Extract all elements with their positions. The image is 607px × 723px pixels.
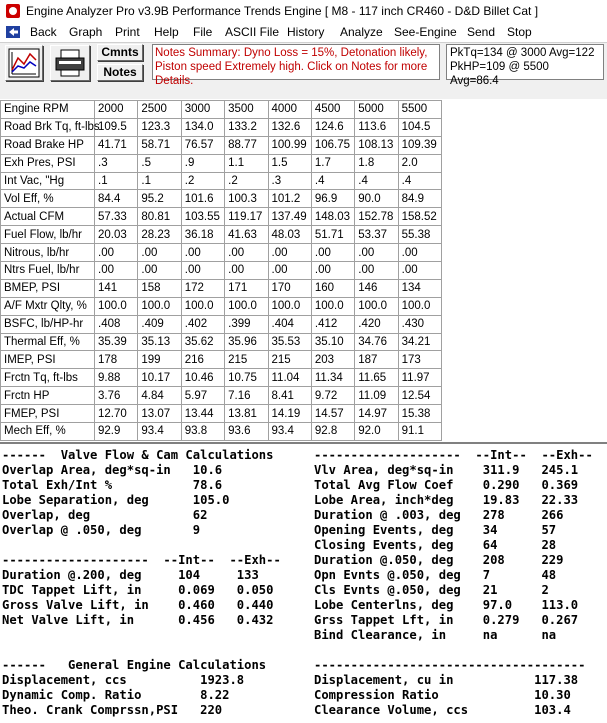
printer-icon	[51, 46, 89, 80]
table-cell: 9.88	[95, 369, 138, 387]
table-cell: 152.78	[355, 208, 398, 226]
table-cell: 93.6	[225, 423, 268, 441]
table-cell: 178	[95, 351, 138, 369]
table-cell: 41.63	[225, 226, 268, 244]
calc-line: Lobe Area, inch*deg 19.83 22.33	[314, 493, 579, 507]
column-header-rpm: 4500	[311, 101, 354, 119]
table-cell: 92.8	[311, 423, 354, 441]
calc-line: Clearance Volume, ccs 103.4	[314, 703, 571, 717]
table-cell: 1.1	[225, 154, 268, 172]
calc-line: Overlap @ .050, deg 9	[2, 523, 201, 537]
calculations-panel	[0, 446, 607, 723]
table-cell: 34.76	[355, 333, 398, 351]
table-cell: .00	[311, 262, 354, 280]
table-cell: .4	[398, 172, 441, 190]
table-cell: .00	[398, 262, 441, 280]
table-cell: 100.99	[268, 136, 311, 154]
table-cell: 9.72	[311, 387, 354, 405]
calc-line: Displacement, ccs 1923.8	[2, 673, 245, 687]
table-row	[1, 333, 442, 351]
calc-line: Duration @ .003, deg 278 266	[314, 508, 564, 522]
table-header-row	[1, 101, 442, 119]
table-cell: .00	[355, 262, 398, 280]
table-row	[1, 190, 442, 208]
row-label: Road Brk Tq, ft-lbs	[1, 118, 95, 136]
table-row	[1, 136, 442, 154]
table-cell: 11.09	[355, 387, 398, 405]
table-cell: 34.21	[398, 333, 441, 351]
column-header-rpm: 2000	[95, 101, 138, 119]
table-cell: 106.75	[311, 136, 354, 154]
table-cell: 35.53	[268, 333, 311, 351]
notes-button[interactable]: Notes	[97, 64, 143, 81]
calc-line: Dynamic Comp. Ratio 8.22	[2, 688, 230, 702]
calc-line: Theo. Crank Comprssn,PSI 220	[2, 703, 223, 717]
table-cell: 100.0	[138, 297, 181, 315]
column-header-rpm: 4000	[268, 101, 311, 119]
table-cell: 172	[181, 279, 224, 297]
table-row	[1, 351, 442, 369]
table-cell: 215	[225, 351, 268, 369]
table-cell: 55.38	[398, 226, 441, 244]
table-cell: 100.0	[181, 297, 224, 315]
row-label: Exh Pres, PSI	[1, 154, 95, 172]
row-label: Fuel Flow, lb/hr	[1, 226, 95, 244]
table-cell: 100.0	[311, 297, 354, 315]
table-row	[1, 369, 442, 387]
table-cell: 133.2	[225, 118, 268, 136]
table-cell: .412	[311, 315, 354, 333]
menu-stop[interactable]: Stop	[507, 25, 532, 39]
title-bar	[0, 0, 607, 22]
table-cell: 92.9	[95, 423, 138, 441]
table-cell: 199	[138, 351, 181, 369]
table-cell: 93.8	[181, 423, 224, 441]
row-label: Frctn Tq, ft-lbs	[1, 369, 95, 387]
table-cell: .2	[225, 172, 268, 190]
calc-line: Duration @.050, deg 208 229	[314, 553, 564, 567]
table-cell: 95.2	[138, 190, 181, 208]
table-cell: .420	[355, 315, 398, 333]
table-cell: 119.17	[225, 208, 268, 226]
table-cell: 84.4	[95, 190, 138, 208]
table-cell: 203	[311, 351, 354, 369]
calc-line: Opn Evnts @.050, deg 7 48	[314, 568, 557, 582]
table-cell: 14.57	[311, 405, 354, 423]
table-cell: .3	[95, 154, 138, 172]
table-cell: 80.81	[138, 208, 181, 226]
table-cell: .00	[181, 262, 224, 280]
table-cell: 109.39	[398, 136, 441, 154]
calc-line: Cls Evnts @.050, deg 21 2	[314, 583, 549, 597]
calc-line: Closing Events, deg 64 28	[314, 538, 557, 552]
table-cell: 170	[268, 279, 311, 297]
table-cell: 137.49	[268, 208, 311, 226]
column-header-rpm: 3500	[225, 101, 268, 119]
table-row	[1, 208, 442, 226]
table-cell: .00	[355, 244, 398, 262]
table-cell: 11.34	[311, 369, 354, 387]
table-cell: 101.6	[181, 190, 224, 208]
table-cell: .00	[225, 262, 268, 280]
table-cell: .00	[95, 262, 138, 280]
table-cell: 146	[355, 279, 398, 297]
table-cell: 11.04	[268, 369, 311, 387]
table-cell: 215	[268, 351, 311, 369]
table-cell: 13.07	[138, 405, 181, 423]
table-cell: .404	[268, 315, 311, 333]
calc-line: Displacement, cu in 117.38	[314, 673, 579, 687]
table-cell: 100.0	[95, 297, 138, 315]
table-row	[1, 387, 442, 405]
table-cell: 100.0	[398, 297, 441, 315]
table-cell: .1	[95, 172, 138, 190]
calc-line: Total Avg Flow Coef 0.290 0.369	[314, 478, 579, 492]
graph-icon	[6, 46, 42, 80]
table-cell: .4	[355, 172, 398, 190]
calc-line: Lobe Separation, deg 105.0	[2, 493, 230, 507]
table-cell: .5	[138, 154, 181, 172]
table-cell: 3.76	[95, 387, 138, 405]
column-header-rpm: 2500	[138, 101, 181, 119]
table-cell: 35.62	[181, 333, 224, 351]
table-cell: 104.5	[398, 118, 441, 136]
menu-history[interactable]: History	[287, 25, 325, 39]
calc-line: -------------------- --Int-- --Exh--	[2, 553, 281, 567]
row-label: Nitrous, lb/hr	[1, 244, 95, 262]
table-cell: 91.1	[398, 423, 441, 441]
menu-send[interactable]: Send	[467, 25, 496, 39]
table-cell: 103.55	[181, 208, 224, 226]
table-cell: .00	[181, 244, 224, 262]
menu-graph[interactable]: Graph	[69, 25, 103, 39]
menu-analyze[interactable]: Analyze	[340, 25, 383, 39]
graph-button[interactable]	[5, 45, 43, 81]
table-cell: 13.44	[181, 405, 224, 423]
table-cell: 57.33	[95, 208, 138, 226]
table-cell: .399	[225, 315, 268, 333]
calc-line: Compression Ratio 10.30	[314, 688, 571, 702]
table-cell: 216	[181, 351, 224, 369]
window-title: Engine Analyzer Pro v3.9B Performance Trends Engine [ M8 - 117 inch CR460 - D&D Billet Cat ]	[26, 4, 539, 18]
table-cell: 10.17	[138, 369, 181, 387]
table-row	[1, 244, 442, 262]
table-row	[1, 172, 442, 190]
table-cell: .3	[268, 172, 311, 190]
table-cell: 88.77	[225, 136, 268, 154]
table-cell: 36.18	[181, 226, 224, 244]
calc-line: Grss Tappet Lft, in 0.279 0.267	[314, 613, 579, 627]
table-cell: 1.7	[311, 154, 354, 172]
table-cell: 84.9	[398, 190, 441, 208]
back-arrow-icon[interactable]	[6, 26, 20, 38]
table-cell: .409	[138, 315, 181, 333]
table-cell: 100.3	[225, 190, 268, 208]
table-cell: 58.71	[138, 136, 181, 154]
table-cell: .00	[225, 244, 268, 262]
table-cell: 2.0	[398, 154, 441, 172]
notes-summary[interactable]: Notes Summary: Dyno Loss = 15%, Detonation likely, Piston speed Extremely high. Click on Notes for more Details.	[152, 44, 440, 80]
table-cell: 12.70	[95, 405, 138, 423]
table-cell: 90.0	[355, 190, 398, 208]
column-header-label: Engine RPM	[1, 101, 95, 119]
menu-back[interactable]: Back	[30, 25, 57, 39]
table-row	[1, 405, 442, 423]
calc-line: Duration @.200, deg 104 133	[2, 568, 259, 582]
calc-line: -------------------------------------	[314, 658, 586, 672]
table-cell: .00	[268, 244, 311, 262]
table-row	[1, 118, 442, 136]
menu-file[interactable]: File	[193, 25, 213, 39]
menu-see-engine[interactable]: See-Engine	[394, 25, 457, 39]
table-row	[1, 423, 442, 441]
app-icon	[6, 4, 20, 18]
table-cell: 158	[138, 279, 181, 297]
table-row	[1, 262, 442, 280]
row-label: Mech Eff, %	[1, 423, 95, 441]
table-cell: 148.03	[311, 208, 354, 226]
table-cell: 92.0	[355, 423, 398, 441]
calc-line: Gross Valve Lift, in 0.460 0.440	[2, 598, 274, 612]
table-cell: 93.4	[138, 423, 181, 441]
table-row	[1, 297, 442, 315]
table-cell: 12.54	[398, 387, 441, 405]
row-label: Frctn HP	[1, 387, 95, 405]
column-header-rpm: 5500	[398, 101, 441, 119]
calc-line: TDC Tappet Lift, in 0.069 0.050	[2, 583, 274, 597]
table-cell: .430	[398, 315, 441, 333]
comments-button[interactable]: Cmnts	[97, 44, 143, 61]
table-cell: 134.0	[181, 118, 224, 136]
calc-line: Opening Events, deg 34 57	[314, 523, 557, 537]
peak-hp: PkHP=109 @ 5500 Avg=86.4	[450, 61, 549, 87]
table-cell: 14.19	[268, 405, 311, 423]
table-cell: 187	[355, 351, 398, 369]
table-cell: 35.10	[311, 333, 354, 351]
peak-summary	[446, 44, 604, 87]
table-cell: 1.8	[355, 154, 398, 172]
performance-grid	[0, 100, 442, 441]
toolbar	[0, 42, 607, 99]
table-cell: 108.13	[355, 136, 398, 154]
calc-line: Total Exh/Int % 78.6	[2, 478, 223, 492]
table-cell: 160	[311, 279, 354, 297]
peak-torque: PkTq=134 @ 3000 Avg=122	[450, 47, 595, 59]
table-cell: 96.9	[311, 190, 354, 208]
row-label: IMEP, PSI	[1, 351, 95, 369]
table-cell: 100.0	[268, 297, 311, 315]
calc-line: Lobe Centerlns, deg 97.0 113.0	[314, 598, 579, 612]
calc-line: Overlap, deg 62	[2, 508, 208, 522]
table-cell: .402	[181, 315, 224, 333]
table-cell: 11.65	[355, 369, 398, 387]
table-cell: 35.96	[225, 333, 268, 351]
table-cell: 48.03	[268, 226, 311, 244]
table-cell: .00	[138, 244, 181, 262]
performance-table	[0, 100, 442, 441]
table-cell: 28.23	[138, 226, 181, 244]
table-cell: 13.81	[225, 405, 268, 423]
calc-line: Overlap Area, deg*sq-in 10.6	[2, 463, 223, 477]
table-cell: 35.39	[95, 333, 138, 351]
table-cell: 5.97	[181, 387, 224, 405]
table-cell: 4.84	[138, 387, 181, 405]
table-cell: 132.6	[268, 118, 311, 136]
menu-bar	[0, 22, 607, 42]
table-cell: 8.41	[268, 387, 311, 405]
table-row	[1, 154, 442, 172]
row-label: Road Brake HP	[1, 136, 95, 154]
table-cell: .9	[181, 154, 224, 172]
table-cell: 15.38	[398, 405, 441, 423]
table-cell: .2	[181, 172, 224, 190]
table-cell: 93.4	[268, 423, 311, 441]
table-cell: 11.97	[398, 369, 441, 387]
row-label: Ntrs Fuel, lb/hr	[1, 262, 95, 280]
table-cell: 1.5	[268, 154, 311, 172]
table-cell: 101.2	[268, 190, 311, 208]
table-cell: 141	[95, 279, 138, 297]
table-cell: 53.37	[355, 226, 398, 244]
table-cell: 20.03	[95, 226, 138, 244]
calc-line: Vlv Area, deg*sq-in 311.9 245.1	[314, 463, 579, 477]
table-cell: 173	[398, 351, 441, 369]
table-cell: .00	[311, 244, 354, 262]
table-cell: 51.71	[311, 226, 354, 244]
table-cell: 100.0	[355, 297, 398, 315]
table-cell: 123.3	[138, 118, 181, 136]
table-cell: 41.71	[95, 136, 138, 154]
table-cell: 113.6	[355, 118, 398, 136]
calc-line: ------ General Engine Calculations	[2, 658, 267, 672]
column-header-rpm: 3000	[181, 101, 224, 119]
row-label: Actual CFM	[1, 208, 95, 226]
table-cell: 14.97	[355, 405, 398, 423]
row-label: A/F Mxtr Qlty, %	[1, 297, 95, 315]
row-label: Thermal Eff, %	[1, 333, 95, 351]
table-row	[1, 315, 442, 333]
table-cell: 124.6	[311, 118, 354, 136]
table-cell: 158.52	[398, 208, 441, 226]
table-cell: .00	[268, 262, 311, 280]
menu-ascii-file[interactable]: ASCII File	[225, 25, 280, 39]
column-header-rpm: 5000	[355, 101, 398, 119]
table-cell: 171	[225, 279, 268, 297]
menu-help[interactable]: Help	[154, 25, 179, 39]
calc-line: -------------------- --Int-- --Exh--	[314, 448, 593, 462]
table-cell: .00	[398, 244, 441, 262]
table-cell: .1	[138, 172, 181, 190]
calc-line: Net Valve Lift, in 0.456 0.432	[2, 613, 274, 627]
table-cell: 10.75	[225, 369, 268, 387]
calc-line: ------ Valve Flow & Cam Calculations	[2, 448, 274, 462]
section-divider	[0, 442, 607, 444]
table-cell: 35.13	[138, 333, 181, 351]
table-cell: .408	[95, 315, 138, 333]
menu-print[interactable]: Print	[115, 25, 140, 39]
row-label: Int Vac, "Hg	[1, 172, 95, 190]
table-cell: 10.46	[181, 369, 224, 387]
table-cell: 109.5	[95, 118, 138, 136]
table-cell: 100.0	[225, 297, 268, 315]
row-label: BSFC, lb/HP-hr	[1, 315, 95, 333]
table-cell: .00	[138, 262, 181, 280]
table-cell: .4	[311, 172, 354, 190]
calc-line: Bind Clearance, in na na	[314, 628, 557, 642]
table-row	[1, 226, 442, 244]
table-cell: 7.16	[225, 387, 268, 405]
table-row	[1, 279, 442, 297]
table-cell: 76.57	[181, 136, 224, 154]
table-cell: .00	[95, 244, 138, 262]
row-label: FMEP, PSI	[1, 405, 95, 423]
row-label: Vol Eff, %	[1, 190, 95, 208]
table-cell: 134	[398, 279, 441, 297]
row-label: BMEP, PSI	[1, 279, 95, 297]
print-button[interactable]	[50, 45, 90, 81]
